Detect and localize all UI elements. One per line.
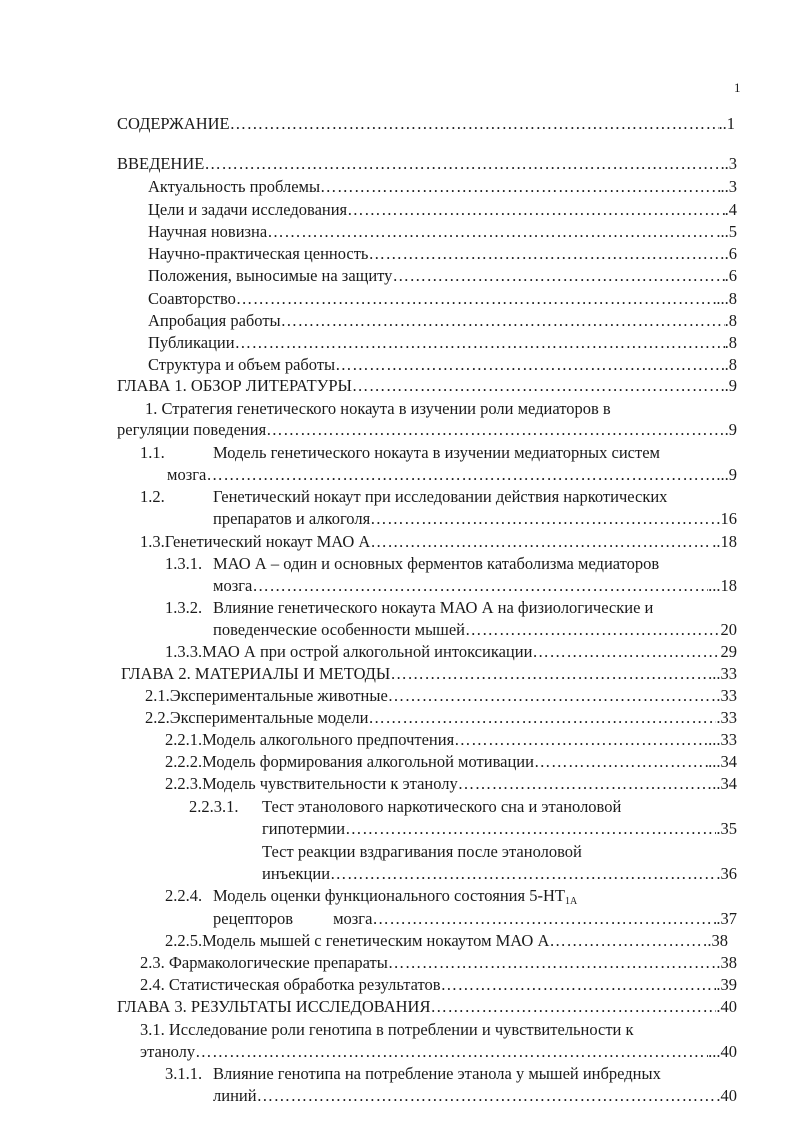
toc-title: Экспериментальные животные [169,686,388,705]
toc-page: .39 [716,975,737,994]
page-number: 1 [734,80,741,95]
dot-leader [345,819,716,839]
dot-leader [368,244,724,264]
toc-page: ..34 [712,774,737,793]
toc-number: 2.2.2. [165,752,203,771]
toc-page: .33 [716,708,737,727]
toc-title: Генетический нокаут МАО А [164,532,371,551]
toc-page: ...8 [716,289,737,308]
toc-number: 2.2. [145,708,170,727]
toc-entry-line [140,487,667,507]
toc-number: 1.3.2. [165,598,203,617]
toc-title: Структура и объем работы [148,355,336,374]
toc-page: 16 [720,509,737,528]
dot-leader [236,289,716,309]
dot-leader [206,465,716,485]
toc-page: ...33 [708,730,737,749]
toc-entry [262,819,737,839]
toc-title: мозга [213,576,253,595]
toc-title: МАО А при острой алкогольной интоксикации [202,642,533,661]
toc-title: Соавторство [148,289,236,308]
toc-page: ..1 [718,114,735,133]
toc-page: .4 [724,200,737,219]
dot-leader [252,576,708,596]
toc-number: 2.1. [145,686,170,705]
toc-title: Влияние генотипа на потребление этанола у мышей инбредных [213,1064,661,1083]
dot-leader [532,642,720,662]
dot-leader [370,532,712,552]
toc-entry-line [165,598,653,618]
toc-number: 1.3.3. [165,642,203,661]
dot-leader [549,931,707,951]
toc-entry-line [140,443,660,463]
dot-leader [330,864,716,884]
toc-number: 2.2.4. [165,886,203,905]
dot-leader [388,686,717,706]
toc-entry [213,576,737,596]
toc-entry-line: 3.1. Исследование роли генотипа в потреблении и чувствительности к [140,1020,634,1039]
toc-title: Научно-практическая ценность [148,244,369,263]
toc-page: 20 [720,620,737,639]
toc-page: .36 [716,864,737,883]
toc-title: этанолу [140,1042,196,1061]
toc-page: .33 [716,686,737,705]
toc-page: .8 [724,355,737,374]
dot-leader [352,376,725,396]
toc-entry [165,774,737,794]
toc-entry [165,642,737,662]
dot-leader [388,953,717,973]
toc-entry [140,532,737,552]
toc-page: .38 [707,931,728,950]
dot-leader [320,177,720,197]
toc-entry [165,931,728,951]
toc-title: ГЛАВА 3. РЕЗУЛЬТАТЫ ИССЛЕДОВАНИЯ [117,997,431,1016]
toc-entry-chapter-3 [117,997,737,1017]
toc-entry [148,355,737,375]
toc-number: 1.2. [140,487,165,506]
toc-page: ...40 [708,1042,737,1061]
toc-title: Апробация работы [148,311,281,330]
dot-leader [267,222,716,242]
toc-title: мозга [167,465,207,484]
toc-title: ВВЕДЕНИЕ [117,154,205,173]
toc-entry [148,177,737,197]
dot-leader [204,154,724,174]
toc-page: .35 [716,819,737,838]
toc-title: Модель генетического нокаута в изучении медиаторных систем [213,443,660,462]
toc-entry-chapter-1 [117,376,737,396]
toc-page: .3 [724,154,737,173]
toc-entry [165,752,737,772]
dot-leader [347,200,724,220]
toc-title: Модель чувствительности к этанолу [202,774,458,793]
toc-entry [148,244,737,264]
toc-number: 2.2.3. [165,774,203,793]
toc-page: ..33 [712,664,737,683]
toc-entry [213,909,737,929]
toc-number: 2.2.3.1. [189,797,239,816]
dot-leader [392,266,724,286]
toc-number: 3.1.1. [165,1064,203,1083]
dot-leader [430,997,716,1017]
toc-entry [145,686,737,706]
toc-title: рецепторов [213,909,294,928]
toc-title: поведенческие особенности мышей [213,620,466,639]
toc-page: ...5 [716,222,737,241]
toc-entry [148,200,737,220]
toc-title: СОДЕРЖАНИЕ [117,114,230,133]
toc-page: ...34 [708,752,737,771]
toc-entry-line [165,1064,661,1084]
toc-entry-chapter-2 [121,664,737,684]
dot-leader [230,114,719,134]
dot-leader [195,1042,708,1062]
toc-entry-contents [117,114,735,134]
toc-entry [117,420,737,440]
dot-leader [281,311,725,331]
toc-entry [262,864,737,884]
toc-page: .40 [716,1086,737,1105]
toc-page: .6 [724,244,737,263]
toc-number: 2.2.5. [165,931,203,950]
toc-entry [148,333,737,353]
dot-leader [368,708,716,728]
toc-page: ..18 [712,532,737,551]
toc-entry [140,975,737,995]
toc-entry [145,708,737,728]
toc-title: препаратов и алкоголя [213,509,371,528]
toc-entry [140,953,737,973]
toc-title: ГЛАВА 1. ОБЗОР ЛИТЕРАТУРЫ [117,376,352,395]
toc-title: Генетический нокаут при исследовании действия наркотических [213,487,668,506]
toc-entry [148,266,737,286]
toc-title: Научная новизна [148,222,268,241]
toc-title: Модель формирования алкогольной мотивации [202,752,534,771]
toc-page: .37 [716,909,737,928]
toc-page: ...9 [716,465,737,484]
toc-title: Модель мышей с генетическим нокаутом МАО А [202,931,550,950]
toc-entry [140,1042,737,1062]
toc-title: регуляции поведения [117,420,267,439]
toc-entry-intro [117,154,737,174]
toc-entry-line: 1. Стратегия генетического нокаута в изучении роли медиаторов в [145,399,611,418]
toc-entry [213,509,737,529]
toc-title: Актуальность проблемы [148,177,321,196]
toc-page: .9 [724,420,737,439]
toc-title: мозга [333,909,373,928]
toc-title: линий [213,1086,257,1105]
toc-page: .8 [724,333,737,352]
toc-title: 2.4. Статистическая обработка результатов [140,975,441,994]
toc-entry [148,311,737,331]
toc-page: .6 [724,266,737,285]
toc-page: ..3 [720,177,737,196]
toc-title: Положения, выносимые на защиту [148,266,393,285]
toc-title: Модель алкогольного предпочтения [202,730,455,749]
dot-leader [454,730,708,750]
toc-title: 2.3. Фармакологические препараты [140,953,388,972]
toc-page: .9 [724,376,737,395]
toc-entry [165,730,737,750]
toc-page: .38 [716,953,737,972]
toc-title: Модель оценки функционального состояния 5-НТ [213,886,565,905]
dot-leader [266,420,724,440]
toc-title: Цели и задачи исследования [148,200,348,219]
toc-number: 2.2.1. [165,730,203,749]
toc-entry-line [165,554,659,574]
toc-title: ГЛАВА 2. МАТЕРИАЛЫ И МЕТОДЫ [121,664,391,683]
toc-entry-line: Тест реакции вздрагивания после этаноловой [262,842,582,861]
toc-entry [167,465,737,485]
dot-leader [257,1086,717,1106]
toc-title: МАО А – один и основных ферментов катаболизма медиаторов [213,554,660,573]
dot-leader [458,774,713,794]
toc-subscript: 1А [564,896,578,907]
toc-page: .40 [716,997,737,1016]
toc-title: Тест этанолового наркотического сна и этаноловой [262,797,622,816]
dot-leader [370,509,720,529]
toc-page: ...18 [708,576,737,595]
dot-leader [465,620,720,640]
toc-entry [148,289,737,309]
toc-entry [213,620,737,640]
toc-entry [148,222,737,242]
dot-leader [534,752,708,772]
toc-entry [213,1086,737,1106]
toc-number: 1.3.1. [165,554,203,573]
toc-number: 1.3. [140,532,165,551]
toc-page: 29 [720,642,737,661]
toc-entry-line [189,797,621,817]
dot-leader [390,664,712,684]
dot-leader [235,333,725,353]
toc-page: .8 [724,311,737,330]
toc-title: Влияние генетического нокаута МАО А на физиологические и [213,598,654,617]
toc-title: Экспериментальные модели [169,708,369,727]
toc-number: 1.1. [140,443,165,462]
toc-title: гипотермии [262,819,346,838]
toc-title: инъекции [262,864,331,883]
dot-leader [372,909,716,929]
toc-title: Публикации [148,333,235,352]
dot-leader [335,355,724,375]
dot-leader [441,975,717,995]
